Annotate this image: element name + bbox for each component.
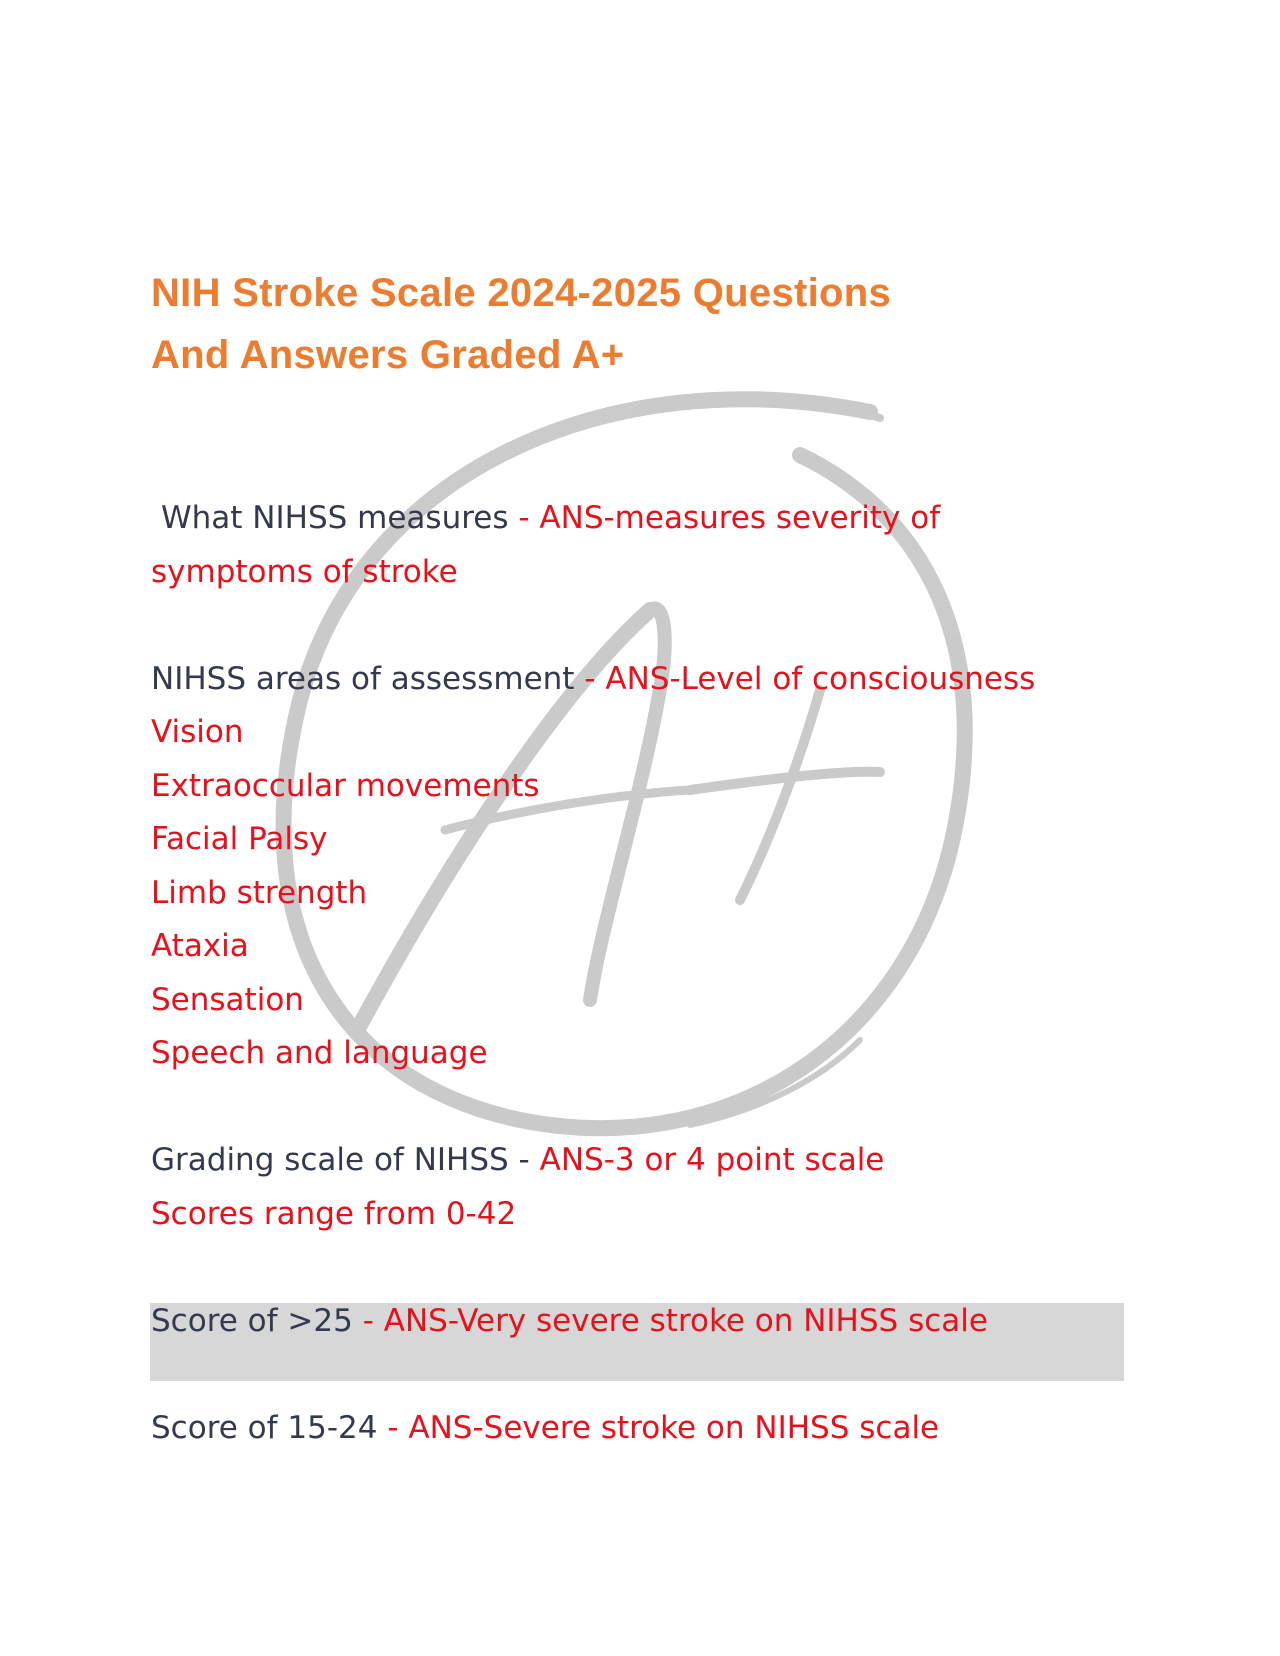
question-text: What NIHSS measures <box>161 500 509 536</box>
question-text: Grading scale of NIHSS <box>151 1142 509 1178</box>
separator-text: - <box>352 1302 384 1339</box>
document-title-line-2: And Answers Graded A+ <box>151 333 625 377</box>
document-title-line-1: NIH Stroke Scale 2024-2025 Questions <box>151 271 892 315</box>
qa-item <box>151 1295 1151 1349</box>
document-title <box>151 262 891 386</box>
qa-item <box>151 492 1151 599</box>
answer-text: ANS-Very severe stroke on NIHSS scale <box>383 1302 988 1339</box>
answer-continuation: Scores range from 0-42 <box>151 1195 517 1232</box>
answer-text: ANS-Severe stroke on NIHSS scale <box>408 1409 940 1446</box>
separator-text: - <box>377 1409 409 1446</box>
answer-continuation: Sensation <box>151 981 304 1018</box>
answer-continuation: Facial Palsy <box>151 821 328 857</box>
separator-text: - <box>508 500 540 536</box>
separator-text: - <box>508 1142 540 1178</box>
answer-text: ANS-measures severity of <box>539 500 941 536</box>
question-text: Score of 15-24 <box>151 1409 378 1446</box>
answer-text: ANS-Level of consciousness <box>605 660 1036 697</box>
qa-item <box>151 1402 1151 1456</box>
answer-continuation: Ataxia <box>151 928 249 964</box>
qa-item <box>151 653 1151 1081</box>
answer-text: ANS-3 or 4 point scale <box>539 1142 885 1178</box>
qa-item <box>151 1134 1151 1241</box>
question-text: NIHSS areas of assessment <box>151 660 575 697</box>
separator-text: - <box>574 660 606 697</box>
question-text: Score of >25 <box>151 1302 353 1339</box>
answer-continuation: Limb strength <box>151 874 368 911</box>
answer-continuation: Speech and language <box>151 1035 488 1071</box>
answer-continuation: Extraoccular movements <box>151 767 540 804</box>
answer-continuation: symptoms of stroke <box>151 553 458 590</box>
answer-continuation: Vision <box>151 714 244 750</box>
qa-list <box>151 492 1151 1509</box>
